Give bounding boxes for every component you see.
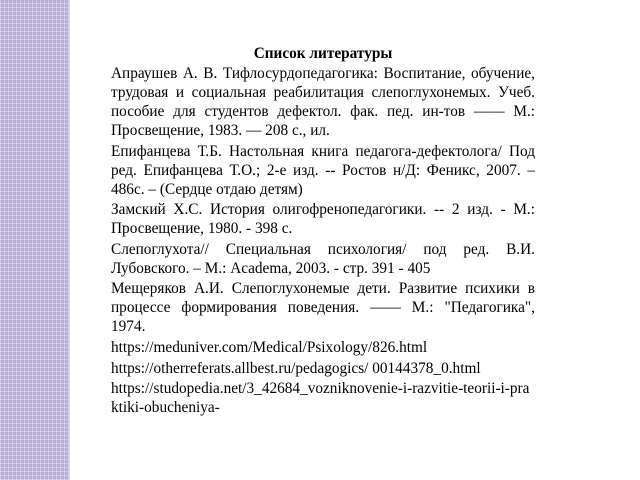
reference-entry-slepogluhota: Слепоглухота// Специальная психология/ под ред. В.И. Лубовского. – М.: Academa, 2003. - стр. 391 - 405 [111,240,535,277]
reference-link-meduniver[interactable]: https://meduniver.com/Medical/Psixology/826.html [111,338,428,356]
reference-entry-zamsky: Замский Х.С. История олигофренопедагогики. -- 2 изд. - М.: Просвещение, 1980. - 398 с. [111,201,535,238]
reference-entry-epifantseva: Епифанцева Т.Б. Настольная книга педагога-дефектолога/ Под ред. Епифанцева Т.О.; 2-е изд. -- Ростов н/Д: Феникс, 2007. – 486с. – (Сердце отдаю детям) [111,142,535,198]
reference-entry-meshcheryakov: Мещеряков А.И. Слепоглухонемые дети. Развитие психики в процессе формирования поведения. —— М.: "Педагогика", 1974. [111,280,535,336]
reference-entry-apraushev: Апраушев А. В. Тифлосурдопедагогика: Воспитание, обучение, трудовая и социальная реабилитация слепоглухонемых. Учеб. пособие для студентов дефектол. фак. пед. ин-тов —— М.: Просвещение, 1983. — 208 с., ил. [111,65,535,139]
bibliography-title: Список литературы [253,45,393,62]
reference-link-allbest[interactable]: https://otherreferats.allbest.ru/pedagogics/ 00144378_0.html [111,359,481,377]
reference-link-studopedia[interactable]: https://studopedia.net/3_42684_vozniknovenie-i-razvitie-teorii-i-praktiki-obucheniya- [111,380,530,417]
bibliography-content [111,44,535,419]
decorative-side-stripe [0,0,68,480]
decorative-stripe-edge [68,0,70,480]
